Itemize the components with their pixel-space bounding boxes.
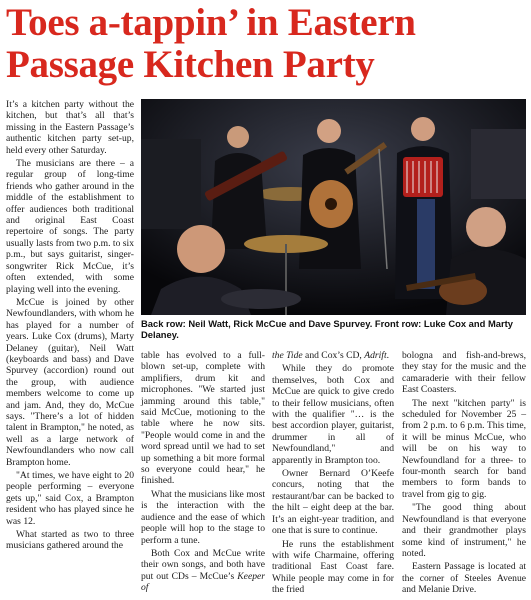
paragraph: The musicians are there – a regular group of long-time friends who gather around in the middle of the establishment to offer audiences both traditional and original East Coast repertoire of songs. The party usually lasts from two p.m. to six p.m., but says guitarist, singer-songwriter Rick McCue, it’s often extended, with some playing well into the evening.: [6, 158, 134, 295]
paragraph: bologna and fish-and-brews, they stay for the music and the camaraderie with their fellow East Coasters.: [402, 350, 526, 396]
headline-line-2: Passage Kitchen Party: [6, 43, 375, 86]
paragraph: "The good thing about Newfoundland is that everyone and their grandmother plays some kind of instrument," he noted.: [402, 502, 526, 559]
paragraph: "At times, we have eight to 20 people performing – everyone gets up," said Cox, a Brampton resident who has played since he was 12.: [6, 470, 134, 527]
headline-line-1: Toes a-tappin’ in Eastern: [6, 1, 416, 44]
paragraph-text: .: [386, 350, 390, 361]
cd-title: Keeper of: [141, 570, 265, 594]
cd-title: the Tide: [272, 350, 303, 361]
paragraph: [141, 548, 265, 594]
article-column-1: [6, 99, 134, 554]
paragraph: What started as two to three musicians gathered around the: [6, 529, 134, 552]
headline: [6, 2, 526, 86]
paragraph: McCue is joined by other Newfoundlanders, with whom he has played for a number of years. Luke Cox (drums), Marty Delaney (guitar), Neil Watt (keyboards and bass) and Dave Spurvey (accordion) round out the group, with audience members welcome to come up and jam. And, they do, McCue says. "There’s a lot of hidden talent in Brampton," he noted, as well as a large network of Newfoundlanders who now call Brampton home.: [6, 296, 134, 468]
paragraph-text: and Cox’s CD,: [302, 350, 365, 361]
band-photo: [141, 99, 526, 315]
paragraph: Owner Bernard O’Keefe concurs, noting that the restaurant/bar can be backed to the hilt – eight deep at the bar. It’s an eight-year tradition, and one that is sure to continue.: [272, 468, 394, 537]
article-column-4: [402, 350, 526, 598]
photo-caption: Back row: Neil Watt, Rick McCue and Dave Spurvey. Front row: Luke Cox and Marty Delaney.: [141, 318, 513, 341]
article-column-3: [272, 350, 394, 598]
cd-title: Adrift: [364, 350, 387, 361]
paragraph: The next "kitchen party" is scheduled for November 25 – from 2 p.m. to 6 p.m. This time, it will be minus McCue, who will be on his way to Newfoundland for a three- to four-month search for band members to form bands to travel from gig to gig.: [402, 397, 526, 500]
paragraph: What the musicians like most is the interaction with the audience and the ease of which people will hop to the stage to perform a tune.: [141, 488, 265, 546]
paragraph: [272, 350, 394, 361]
paragraph: While they do promote themselves, both Cox and McCue are quick to give credo to their fellow musicians, often with the qualifier "… is the best accordion player, guitarist, drummer in all of Newfoundland," and apparently in Brampton too.: [272, 363, 394, 466]
paragraph: He runs the establishment with wife Charmaine, offering traditional East Coast fare. While people may come in for the fried: [272, 538, 394, 596]
band-photo-image: [141, 99, 526, 315]
paragraph: table has evolved to a full-blown set-up, complete with amplifiers, drum kit and microphones. "We started just jamming around this table," said McCue, motioning to the table where he now sits. "People would come in and the word spread until we had to set up something a bit more formal so everyone could hear," he finished.: [141, 350, 265, 487]
paragraph: Eastern Passage is located at the corner of Steeles Avenue and Melanie Drive.: [402, 561, 526, 596]
paragraph-text: Both Cox and McCue write their own songs, and both have put out CDs – McCue’s: [141, 547, 265, 582]
article-column-2: [141, 350, 265, 596]
paragraph: It’s a kitchen party without the kitchen, but that’s all that’s missing in the Eastern Passage’s authentic kitchen party set-up, held every other Saturday.: [6, 99, 134, 156]
